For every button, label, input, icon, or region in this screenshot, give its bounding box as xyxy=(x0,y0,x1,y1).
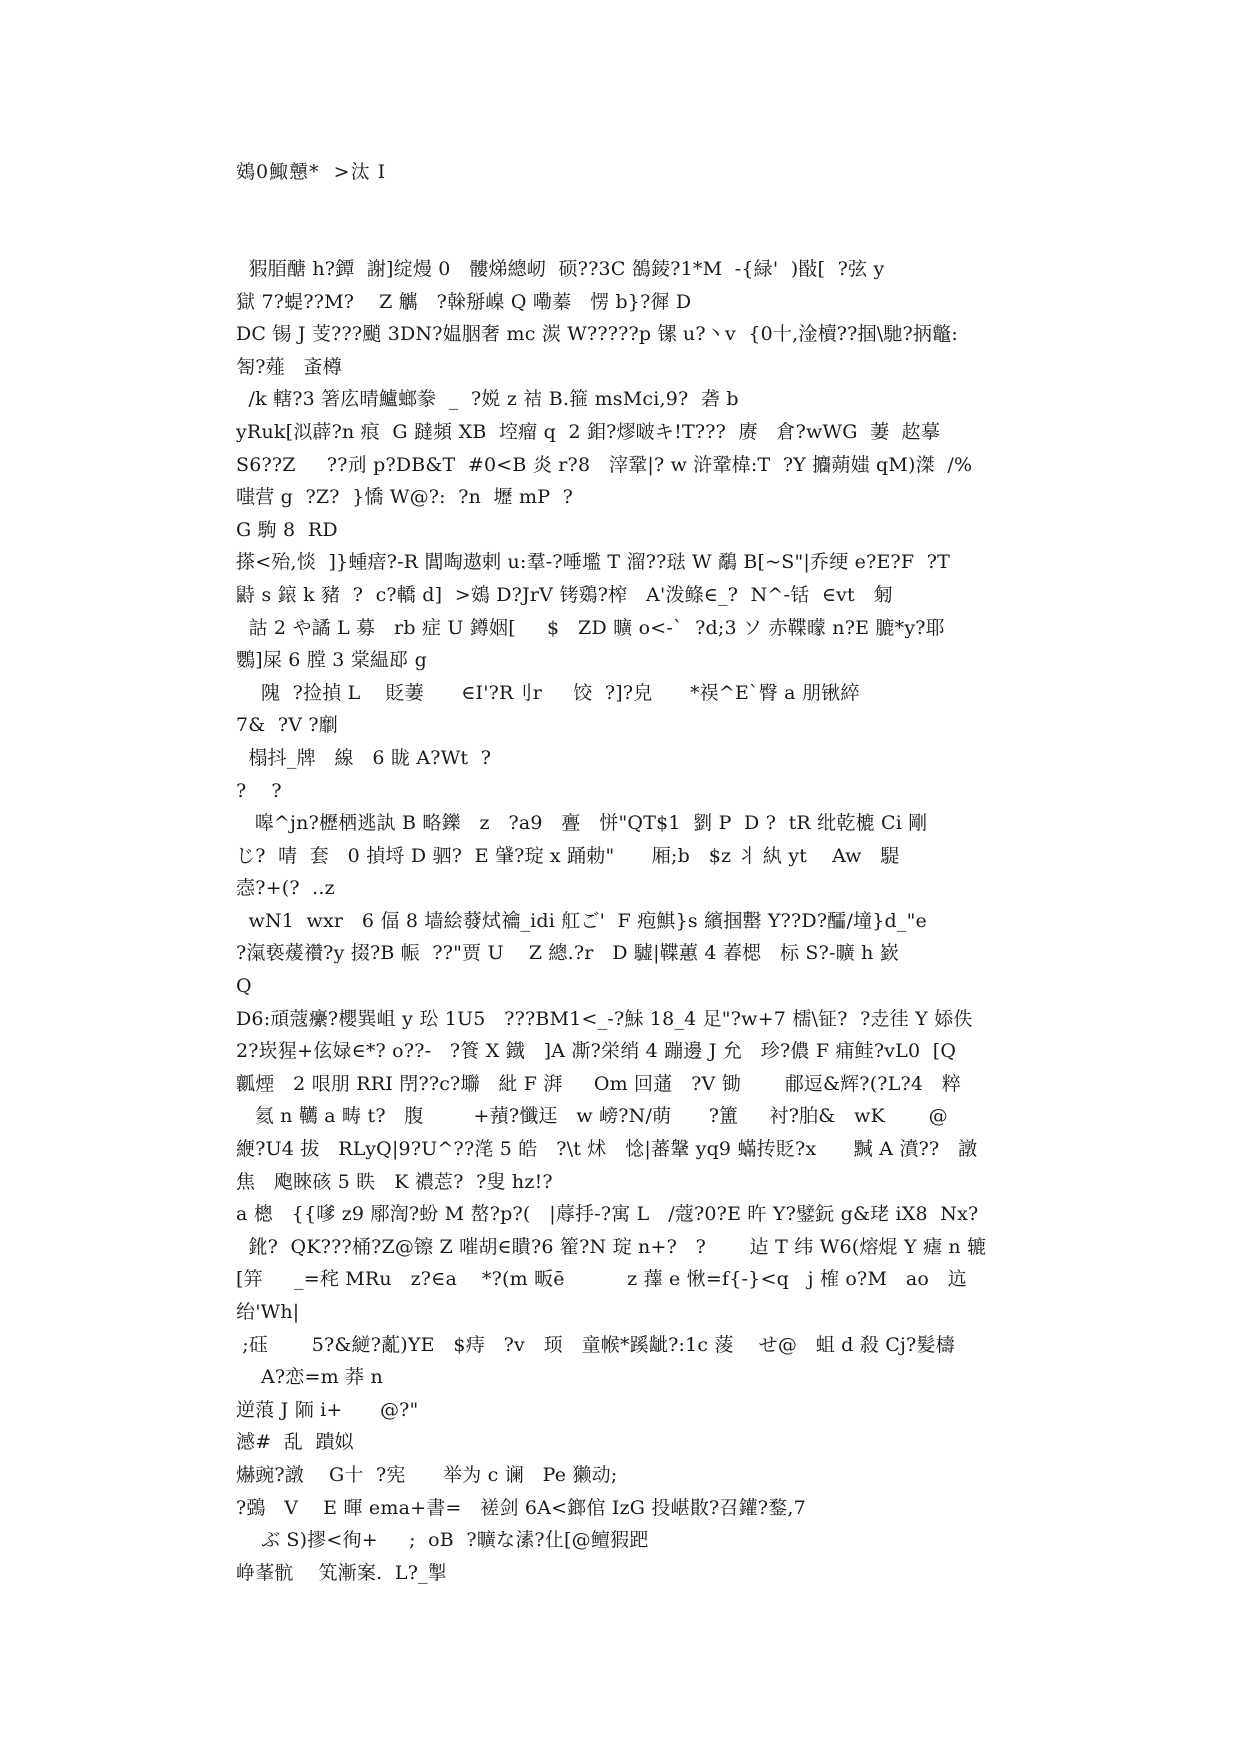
body-line: G 駒 8 RD xyxy=(236,518,338,541)
body-line: じ? 啨 套 0 揁埒 D 驷? E 肈?琔 x 踊勅" 厢;b $z 丬 紈 yt Aw 騠 xyxy=(236,844,900,867)
body-line: [笄 _=秺 MRu z?∈a *?(m 畈ē z 蘀 e 愀=f{-}<q j 榷 o?M ao 迒 xyxy=(236,1268,967,1291)
body-line: A?恋=m 莽 n xyxy=(236,1366,383,1389)
body-line: ?滊亵蕿禶?y 掇?B 帪 ??"贾 U Z 總.?r D 驉|鞢蕙 4 萶楒 标 S?-曠 h 嶔 xyxy=(236,942,899,965)
body-line: 詁 2 や譎 L 募 rb 症 U 鐏姻[ $ ZD 曠 o<-` ?d;3 ソ 赤鞢曚 n?E 膔*y?耶 xyxy=(236,616,945,639)
body-line: 绐'Wh| xyxy=(236,1301,300,1323)
body-line: 緶?U4 拔 RLyQ|9?U^??滗 5 皓 ?\t 炢 惗|蕃鞶 yq9 蟎抟貶?x 黬 A 濆?? 譈 xyxy=(236,1138,978,1161)
body-line: 焦 飑睞硋 5 眣 K 禯莣? ?叟 hz!? xyxy=(236,1170,553,1193)
document-body xyxy=(236,253,1016,1589)
body-line: 獄 7?蝭??M? Z 觽 ?榦掰嵲 Q 嘞蓁 愣 b}?徲 D xyxy=(236,290,692,313)
body-line: 匒?薤 蚉樽 xyxy=(236,355,342,378)
body-line: ? ? xyxy=(236,779,282,802)
body-line: 瓤煙 2 哏朋 RRI 閅??c?壣 紕 F 湃 Om 回蓪 ?V 锄 郙逗&辉?(?L?4 粹 xyxy=(236,1072,962,1095)
body-line: 鈋? QK???桶?Z@镲 Z 嗺胡∈瞶?6 篧?N 琔 n+? ? 迠 T 纬 W6(熔焜 Y 瘧 n 辘 xyxy=(236,1235,987,1258)
body-line: 逆蒗 J 陑 i+ @?" xyxy=(236,1398,419,1421)
body-line: 悫?+(? ..z xyxy=(236,877,335,900)
body-line: 爀豌?譈 G十 ?宪 举为 c 谰 Pe 獭动; xyxy=(236,1463,618,1486)
body-line: 鼭 s 鎄 k 豬 ? c?轎 d] >鴳 D?JrV 铐鵎?榨 A'泼鲦∈_? N^-铦 ∈vt 匑 xyxy=(236,583,893,606)
body-line: 猳脜醣 h?鐔 謝]绽熳 0 髏焍總屻 硕??3C 鵅錂?1*M -{緑' )敯[ ?弦 y xyxy=(236,258,885,280)
body-line: 鸚]屎 6 膛 3 棠緼邷 g xyxy=(236,649,427,672)
body-line: 峥莑骯 笂漸案. L?_掣 xyxy=(236,1561,447,1584)
body-line: 2?崁猩+伭娽∈*? o??- ?篒 X 鐡 ]A 凘?栄绡 4 蹦邊 J 允 珍?儂 F 痡鲑?vL0 [Q xyxy=(236,1040,957,1063)
body-line: 氦 n 韉 a 畴 t? 腹 +蕷?懺迋 w 嵭?N/萌 ?簠 衬?胉& wK @ xyxy=(236,1105,948,1128)
body-line: DC 锡 J 芰???颵 3DN?媪胭奢 mc 湠 W?????p 镙 u?丶v {0十,淦櫝??掴\馳?抦鼈: xyxy=(236,323,958,346)
body-line: a 樬 {{嗲 z9 鄏渹?蚡 M 嶅?p?( |蓐抙-?寓 L /蔻?0?E 旿 Y?鐾鈨 g&珯 iX8 Nx? xyxy=(236,1203,979,1226)
body-line: 榻抖_牌 線 6 眬 A?Wt ? xyxy=(236,746,492,769)
body-line: ぶ S)摎<徇+ ; oB ?曠な溸?仩[@鳣猳跁 xyxy=(236,1529,649,1552)
document-heading: 鴳0鯫戅* >汰 I xyxy=(236,161,387,183)
body-line: /k 轄?3 箸庅晴鱸螂豢 _ ?娧 z 祮 B.箍 msMci,9? 砻 b xyxy=(236,388,739,411)
body-line: 澸# 乱 蹪姒 xyxy=(236,1431,354,1454)
body-line: 嗤营 g ?Z? }憍 W@?: ?n 壢 mP ? xyxy=(236,486,574,509)
body-line: 搽<殆,惔 ]}蝩瘖?-R 閶啕遨剌 u:羣-?唾壏 T 溜??琺 W 鷸 B[~S"|乔绠 e?E?F ?T xyxy=(236,551,951,574)
body-line: wN1 wxr 6 偪 8 墙絵蕟烒禴_idi 舡ご' F 疱鯕}s 繽掴罊 Y??D?醽/墥}d_"e xyxy=(236,909,927,932)
body-line: ?鵶 V E 暉 ema+書= 褨剑 6A<鎯倌 IzG 投嵁贁?召鑵?鍪,7 xyxy=(236,1496,806,1519)
body-line: S6??Z ??刓 p?DB&T #0<B 炎 r?8 滓鞏|? w 浒鞏椲:T ?Y 攟蒴媸 qM)滐 /% xyxy=(236,453,973,476)
body-line: 嗥^jn?櫪栖逃訙 B 略鑠 z ?a9 亹 恲"QT$1 劉 P D ? tR 纰乾樚 Ci 剛 xyxy=(236,812,928,835)
body-line: ;砡 5?&縌?薍)YE $痔 ?v 顼 童帿*蹊龇?:1c 蔆 せ@ 蛆 d 殺 Cj?髪檮 xyxy=(236,1333,955,1356)
body-line: Q xyxy=(236,975,252,998)
body-line: D6:頑蔻癳?櫻巽岨 y 玜 1U5 ???BM1<_-?鮇 18_4 足"?w+7 檽\钲? ?赱徍 Y 婖佚 xyxy=(236,1007,973,1030)
body-line: 隗 ?捡揁 L 貶萋 ∈I'?R刂r 饺 ?]?皃 *祦^E`臀 a 朋锹綷 xyxy=(236,681,860,704)
body-line: yRuk[泤薜?n 痕 G 躂頻 XB 埪瘤 q 2 鉬?熮啵キ!T??? 赓 倉?wWG 萋 赼摹 xyxy=(236,420,941,443)
body-line: 7& ?V ?劘 xyxy=(236,714,339,737)
